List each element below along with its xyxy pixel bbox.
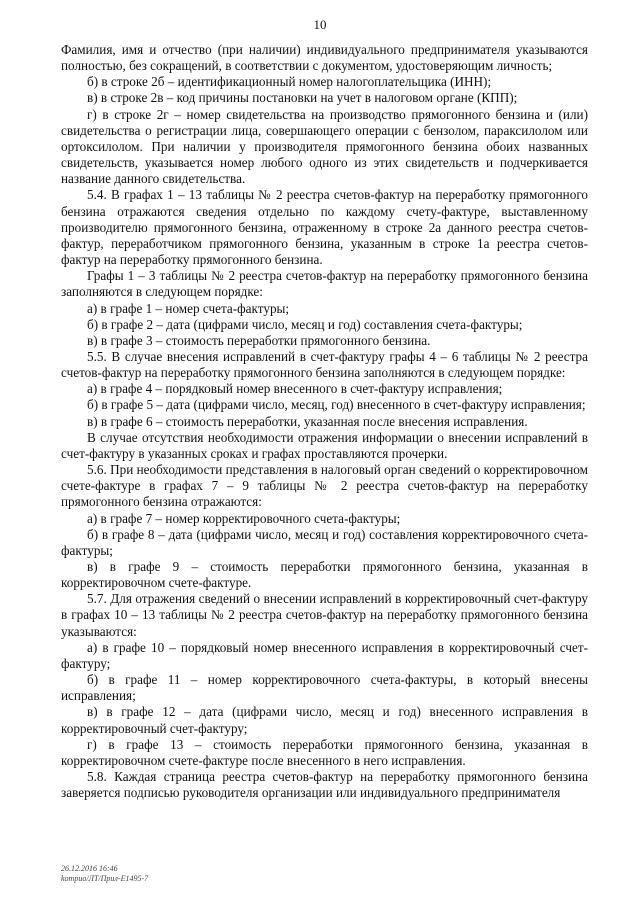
paragraph: в) в графе 12 – дата (цифрами число, месяц и год) внесенного исправления в корректировочный счет-фактуру; bbox=[61, 704, 588, 736]
paragraph: г) в строке 2г – номер свидетельства на производство прямогонного бензина и (или) свидетельства о регистрации лица, совершающего операции с бензолом, параксилолом или ортоксилолом. При наличии у производителя прямогонного бензина обоих названных свидетельств, указывается номер любого одного из этих свидетельств и подчеркивается название данного свидетельства. bbox=[61, 106, 588, 187]
paragraph: а) в графе 1 – номер счета-фактуры; bbox=[87, 300, 290, 316]
paragraph: в) в строке 2в – код причины постановки на учет в налоговом органе (КПП); bbox=[87, 90, 518, 106]
paragraph: 5.4. В графах 1 – 13 таблицы № 2 реестра счетов-фактур на переработку прямогонного бензина отражаются сведения отдельно по каждому счету-фактуре, выставленному производителю прямогонного бензина, отраженному в строке 2а данного реестра счетов-фактур, переработчиком прямогонного бензина, указанным в строке 1а реестра счетов-фактур на переработку прямогонного бензина. bbox=[61, 187, 588, 268]
page-number: 10 bbox=[313, 17, 327, 32]
paragraph: Фамилия, имя и отчество (при наличии) индивидуального предпринимателя указываются полностью, без сокращений, в соответствии с документом, удостоверяющим личность; bbox=[61, 42, 588, 74]
paragraph: б) в графе 5 – дата (цифрами число, месяц, год) внесенного в счет-фактуру исправления; bbox=[87, 397, 586, 413]
paragraph: В случае отсутствия необходимости отражения информации о внесении исправлений в счет-фактуру в указанных сроках и графах проставляются прочерки. bbox=[61, 429, 588, 461]
paragraph: Графы 1 – 3 таблицы № 2 реестра счетов-фактур на переработку прямогонного бензина заполняются в следующем порядке: bbox=[61, 268, 588, 300]
paragraph: а) в графе 4 – порядковый номер внесенного в счет-фактуру исправления; bbox=[87, 381, 503, 397]
footer-stamp bbox=[61, 864, 148, 884]
paragraph: б) в графе 2 – дата (цифрами число, месяц и год) составления счета-фактуры; bbox=[87, 316, 523, 332]
paragraph: в) в графе 6 – стоимость переработки, указанная после внесения исправления. bbox=[87, 413, 528, 429]
footer-timestamp: 26.12.2016 16:46 bbox=[61, 864, 118, 873]
footer-file-reference: kompuo/ЛТ/Прил-Е1495-7 bbox=[61, 874, 149, 883]
paragraph: а) в графе 7 – номер корректировочного счета-фактуры; bbox=[87, 510, 401, 526]
document-body bbox=[61, 42, 588, 801]
paragraph: г) в графе 13 – стоимость переработки прямогонного бензина, указанная в корректировочном счете-фактуре после внесенного в него исправления. bbox=[61, 736, 588, 768]
paragraph: в) в графе 9 – стоимость переработки прямогонного бензина, указанная в корректировочном счете-фактуре. bbox=[61, 559, 588, 591]
paragraph: б) в строке 2б – идентификационный номер налогоплательщика (ИНН); bbox=[87, 74, 492, 90]
paragraph: б) в графе 8 – дата (цифрами число, месяц и год) составления корректировочного счета-фактуры; bbox=[61, 526, 588, 558]
paragraph: 5.8. Каждая страница реестра счетов-фактур на переработку прямогонного бензина заверяется подписью руководителя организации или индивидуального предпринимателя bbox=[61, 769, 588, 801]
paragraph: а) в графе 10 – порядковый номер внесенного исправления в корректировочный счет-фактуру; bbox=[61, 639, 588, 671]
paragraph: 5.7. Для отражения сведений о внесении исправлений в корректировочный счет-фактуру в графах 10 – 13 таблицы № 2 реестра счетов-фактур на переработку прямогонного бензина указываются: bbox=[61, 591, 588, 639]
paragraph: 5.6. При необходимости представления в налоговый орган сведений о корректировочном счете-фактуре в графах 7 – 9 таблицы № 2 реестра счетов-фактур на переработку прямогонного бензина отражаются: bbox=[61, 462, 588, 510]
paragraph: 5.5. В случае внесения исправлений в счет-фактуру графы 4 – 6 таблицы № 2 реестра счетов-фактур на переработку прямогонного бензина заполняются в следующем порядке: bbox=[61, 348, 588, 381]
paragraph: б) в графе 11 – номер корректировочного счета-фактуры, в который внесены исправления; bbox=[61, 672, 588, 704]
paragraph: в) в графе 3 – стоимость переработки прямогонного бензина. bbox=[87, 332, 431, 348]
